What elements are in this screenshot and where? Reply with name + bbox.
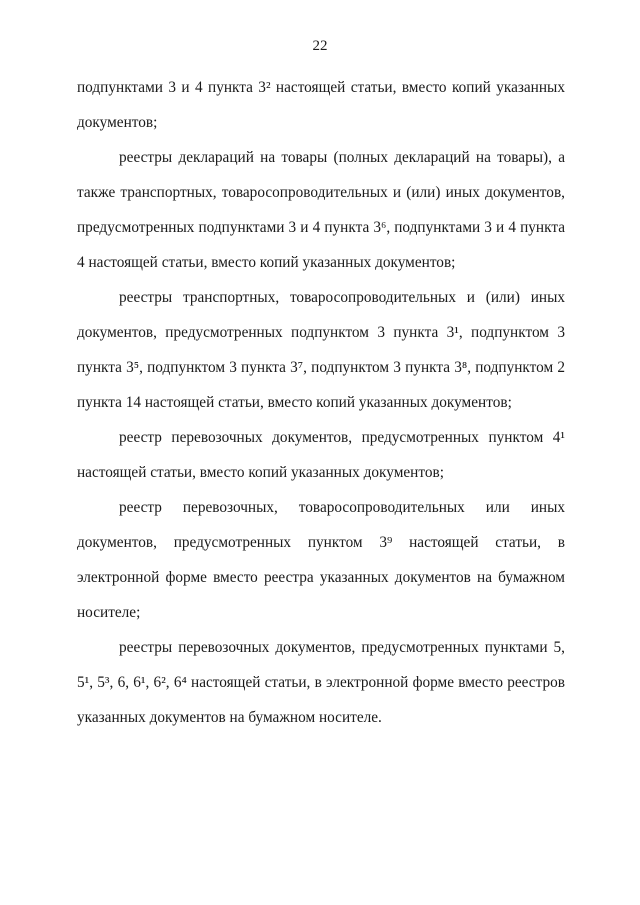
paragraph-5: реестр перевозочных, товаросопроводительных или иных документов, предусмотренных пунктом 3⁹ настоящей статьи, в электронной форме вместо реестра указанных документов на бумажном носителе; [77,499,565,621]
paragraph-3: реестры транспортных, товаросопроводительных и (или) иных документов, предусмотренных подпунктом 3 пункта 3¹, подпунктом 3 пункта 3⁵, подпунктом 3 пункта 3⁷, подпунктом 3 пункта 3⁸, подпунктом 2 пункта 14 настоящей статьи, вместо копий указанных документов; [77,289,565,411]
paragraph-2: реестры деклараций на товары (полных деклараций на товары), а также транспортных, товаросопроводительных и (или) иных документов, предусмотренных подпунктами 3 и 4 пункта 3⁶, подпунктами 3 и 4 пункта 4 настоящей статьи, вместо копий указанных документов; [77,149,565,271]
document-body [77,70,565,735]
paragraph-1: подпунктами 3 и 4 пункта 3² настоящей статьи, вместо копий указанных документов; [77,79,565,131]
paragraph-6: реестры перевозочных документов, предусмотренных пунктами 5, 5¹, 5³, 6, 6¹, 6², 6⁴ настоящей статьи, в электронной форме вместо реестров указанных документов на бумажном носителе. [77,639,565,726]
paragraph-4: реестр перевозочных документов, предусмотренных пунктом 4¹ настоящей статьи, вместо копий указанных документов; [77,429,565,481]
page-number: 22 [312,38,328,54]
